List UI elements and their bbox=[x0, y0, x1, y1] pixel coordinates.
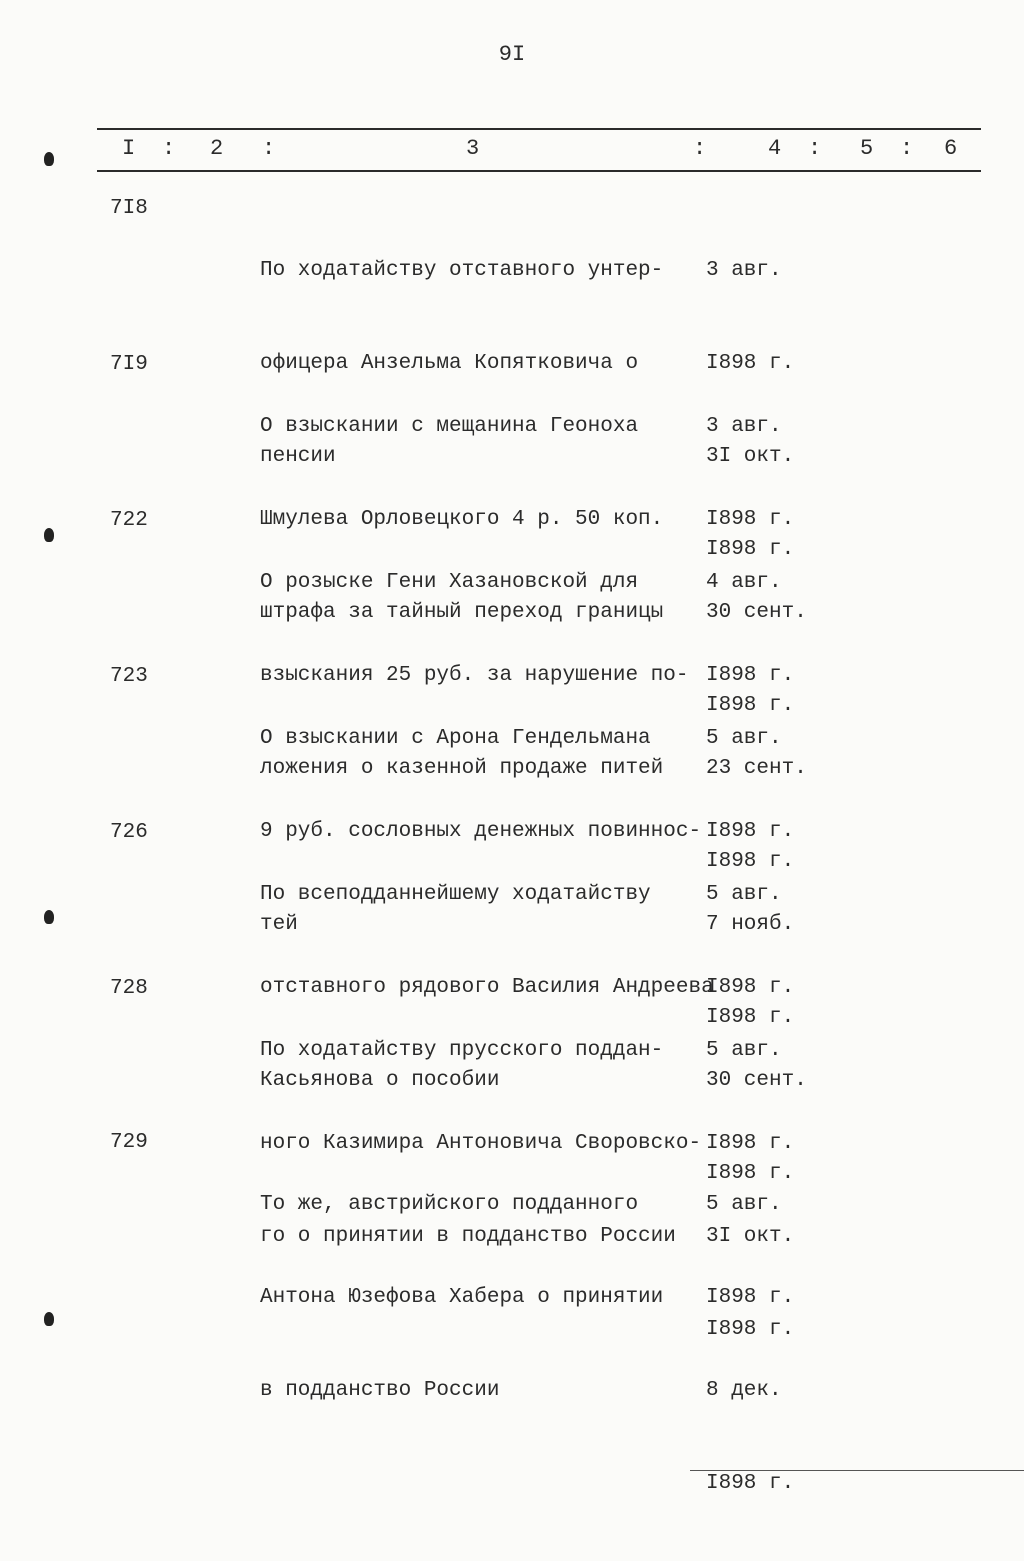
date-line: 5 авг. bbox=[706, 1039, 782, 1062]
date-line: 5 авг. bbox=[706, 727, 782, 750]
binding-mark bbox=[44, 152, 54, 166]
header-col-3: 3 bbox=[466, 136, 480, 161]
binding-mark bbox=[44, 1312, 54, 1326]
header-rule-top bbox=[97, 128, 981, 130]
bottom-edge-line bbox=[690, 1470, 1024, 1471]
header-col-1: I bbox=[122, 136, 136, 161]
record bbox=[0, 1127, 1024, 1495]
header-col-5: 5 bbox=[860, 136, 874, 161]
date-line: 23 сент. bbox=[706, 757, 807, 780]
date-line: I898 г. bbox=[706, 1318, 795, 1341]
description-line: тей bbox=[260, 913, 298, 936]
description-line: отставного рядового Василия Андреева bbox=[260, 976, 714, 999]
description-line: пенсии bbox=[260, 445, 336, 468]
date-line: 3I окт. bbox=[706, 445, 795, 468]
date-line: I898 г. bbox=[706, 1006, 795, 1029]
date-line: 7 нояб. bbox=[706, 913, 795, 936]
date-line: I898 г. bbox=[706, 1472, 795, 1495]
date-line: I898 г. bbox=[706, 1132, 795, 1155]
header-col-4: 4 bbox=[768, 136, 782, 161]
date-line: I898 г. bbox=[706, 850, 795, 873]
date-line: 3 авг. bbox=[706, 415, 782, 438]
description-line: го о принятии в подданство России bbox=[260, 1225, 676, 1248]
binding-mark bbox=[44, 910, 54, 924]
date-line: I898 г. bbox=[706, 976, 795, 999]
date-line: I898 г. bbox=[706, 538, 795, 561]
record-description bbox=[260, 1127, 663, 1468]
description-line: офицера Анзельма Копятковича о bbox=[260, 352, 639, 375]
binding-mark bbox=[44, 528, 54, 542]
header-rule-bottom bbox=[97, 170, 981, 172]
record-number: 726 bbox=[110, 821, 148, 844]
description-line: взыскания 25 руб. за нарушение по- bbox=[260, 664, 689, 687]
date-line: 30 сент. bbox=[706, 601, 807, 624]
record-number: 728 bbox=[110, 977, 148, 1000]
record-dates bbox=[706, 1127, 794, 1561]
page-number: 9I bbox=[498, 42, 526, 67]
date-line: I898 г. bbox=[706, 508, 795, 531]
description-line: Касьянова о пособии bbox=[260, 1069, 500, 1092]
description-line: Шмулева Орловецкого 4 р. 50 коп. bbox=[260, 508, 664, 531]
record-number: 723 bbox=[110, 665, 148, 688]
date-line: 30 сент. bbox=[706, 1069, 807, 1092]
date-line: 3I окт. bbox=[706, 1225, 795, 1248]
record-number: 7I9 bbox=[110, 353, 148, 376]
description-line: ного Казимира Антоновича Своровско- bbox=[260, 1132, 702, 1155]
date-line: I898 г. bbox=[706, 694, 795, 717]
description-line: О взыскании с мещанина Геоноха bbox=[260, 415, 639, 438]
header-sep: : bbox=[900, 136, 914, 161]
date-line: 5 авг. bbox=[706, 883, 782, 906]
description-line: 9 руб. сословных денежных повиннос- bbox=[260, 820, 702, 843]
header-col-2: 2 bbox=[210, 136, 224, 161]
description-line: Антона Юзефова Хабера о принятии bbox=[260, 1286, 664, 1309]
date-line: 3 авг. bbox=[706, 259, 782, 282]
description-line: О розыске Гени Хазановской для bbox=[260, 571, 639, 594]
record-number: 729 bbox=[110, 1131, 148, 1154]
description-line: По всеподданнейшему ходатайству bbox=[260, 883, 651, 906]
date-line: 8 дек. bbox=[706, 1379, 782, 1402]
date-line: 4 авг. bbox=[706, 571, 782, 594]
description-line: ложения о казенной продаже питей bbox=[260, 757, 664, 780]
date-line: I898 г. bbox=[706, 1286, 795, 1309]
date-line: I898 г. bbox=[706, 352, 795, 375]
date-line: 5 авг. bbox=[706, 1193, 782, 1216]
description-line: По ходатайству прусского поддан- bbox=[260, 1039, 664, 1062]
header-sep: : bbox=[162, 136, 176, 161]
date-line: I898 г. bbox=[706, 1162, 795, 1185]
header-sep: : bbox=[693, 136, 707, 161]
description-line: О взыскании с Арона Гендельмана bbox=[260, 727, 651, 750]
description-line: То же, австрийского подданного bbox=[260, 1193, 639, 1216]
header-sep: : bbox=[262, 136, 276, 161]
record-number: 7I8 bbox=[110, 197, 148, 220]
header-col-6: 6 bbox=[944, 136, 958, 161]
date-line: I898 г. bbox=[706, 820, 795, 843]
header-sep: : bbox=[808, 136, 822, 161]
date-line: I898 г. bbox=[706, 664, 795, 687]
description-line: штрафа за тайный переход границы bbox=[260, 601, 664, 624]
description-line: в подданство России bbox=[260, 1379, 500, 1402]
description-line: По ходатайству отставного унтер- bbox=[260, 259, 664, 282]
record-number: 722 bbox=[110, 509, 148, 532]
